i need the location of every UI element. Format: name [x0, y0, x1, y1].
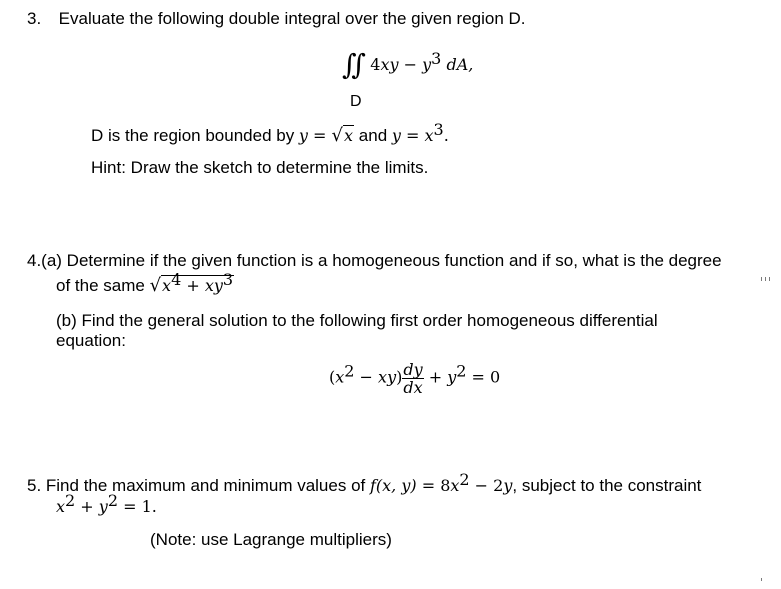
q4a-line2-text: of the same	[56, 276, 150, 295]
scan-mark	[761, 578, 762, 581]
fx-plus: +	[181, 276, 205, 295]
sqrt-function: $√x^4 + xy^3$	[149, 270, 234, 296]
q4a-line2	[56, 270, 234, 296]
constraint-equals: = 1.	[118, 497, 157, 516]
scan-mark	[761, 277, 762, 281]
sqrt-x-radicand: x	[344, 126, 354, 145]
integrand-y: y	[422, 55, 432, 74]
eq-open-paren: (	[329, 367, 336, 387]
region-exp: 3	[433, 120, 444, 139]
eq-exp: 2	[344, 361, 355, 381]
sqrt-x: √x	[331, 125, 354, 146]
region-text: D is the region bounded by	[91, 126, 299, 145]
integrand-coef: 4	[370, 55, 381, 74]
constraint-x: x	[56, 497, 66, 516]
q5-x: x	[450, 476, 460, 495]
eq-minus: −	[354, 367, 379, 387]
q5-y: y	[503, 476, 513, 495]
q5-f: f	[369, 476, 376, 495]
scan-mark	[765, 277, 766, 281]
integrand-xy: xy	[380, 55, 399, 74]
q4a-line1: 4.(a) Determine if the given function is a homogeneous function and if so, what is the degree	[27, 251, 722, 270]
region-y: y	[298, 126, 308, 145]
constraint-y-exp: 2	[107, 491, 119, 510]
q5-constraint	[56, 491, 157, 517]
integrand-exp: 3	[431, 49, 442, 68]
constraint-plus: +	[75, 497, 99, 516]
region-period: .	[443, 126, 449, 145]
eq-close-paren: )	[396, 367, 403, 387]
eq-plus: +	[423, 367, 448, 387]
eq-xy: xy	[378, 367, 397, 387]
region-description	[91, 120, 449, 146]
eq-y: y	[447, 367, 457, 387]
derivative-fraction	[402, 361, 423, 396]
q5-minus: − 2	[469, 476, 504, 495]
fx-exp3: 3	[222, 270, 234, 289]
fx-xy: xy	[204, 276, 223, 295]
double-integral-symbol: ∬	[342, 48, 366, 81]
q3-number: 3.	[27, 9, 42, 28]
eq-equals-zero: = 0	[466, 367, 501, 387]
derivative-numerator: dy	[403, 360, 423, 379]
q5-args: (x, y)	[375, 476, 417, 495]
integrand-minus: −	[398, 55, 423, 74]
q3-heading	[27, 9, 526, 29]
scan-mark	[769, 277, 770, 281]
q5-prompt: 5. Find the maximum and minimum values of	[27, 476, 370, 495]
eq-x: x	[335, 367, 345, 387]
derivative-denominator: dx	[403, 378, 423, 397]
q4b-line1: (b) Find the general solution to the following first order homogeneous differential	[56, 311, 658, 330]
fx-x: x	[162, 276, 172, 295]
region-y2: y	[391, 126, 401, 145]
region-label: D	[350, 93, 362, 110]
region-x2: x	[424, 126, 434, 145]
constraint-y: y	[98, 497, 108, 516]
integrand-da: dA,	[441, 55, 474, 74]
q3-prompt: Evaluate the following double integral over the given region D.	[58, 9, 526, 28]
eq-y-exp: 2	[456, 361, 467, 381]
region-eq: =	[307, 126, 332, 145]
region-eq2: =	[400, 126, 425, 145]
fx-exp4: 4	[171, 270, 182, 289]
constraint-x-exp: 2	[65, 491, 76, 510]
q4b-equation	[329, 361, 500, 396]
q4b-line2: equation:	[56, 331, 126, 350]
region-and: and	[354, 126, 392, 145]
q3-integral	[342, 44, 474, 81]
q3-hint: Hint: Draw the sketch to determine the limits.	[91, 158, 429, 177]
q5-eq: = 8	[416, 476, 451, 495]
q5-line1	[27, 470, 702, 496]
q5-constraint-text: , subject to the constraint	[512, 476, 702, 495]
q5-x-exp: 2	[459, 470, 470, 489]
q5-note: (Note: use Lagrange multipliers)	[150, 530, 392, 549]
